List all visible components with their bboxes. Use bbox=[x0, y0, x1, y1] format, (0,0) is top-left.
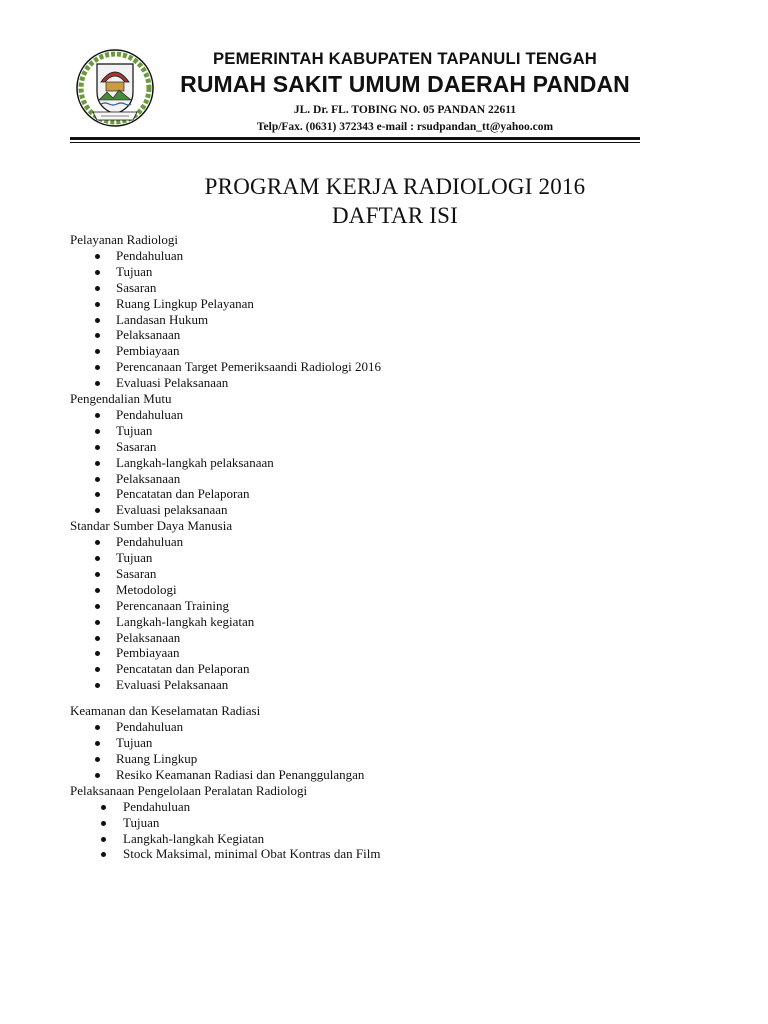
toc-item: Tujuan bbox=[70, 423, 690, 439]
toc-item: Pendahuluan bbox=[70, 719, 690, 735]
toc-item-list bbox=[70, 799, 690, 863]
letterhead bbox=[70, 40, 640, 140]
toc-section bbox=[70, 232, 690, 391]
toc-item: Langkah-langkah Kegiatan bbox=[70, 831, 690, 847]
toc-item: Pendahuluan bbox=[70, 799, 690, 815]
toc-item: Stock Maksimal, minimal Obat Kontras dan Film bbox=[70, 846, 690, 862]
toc-item: Sasaran bbox=[70, 439, 690, 455]
toc-section bbox=[70, 783, 690, 863]
toc-item: Ruang Lingkup bbox=[70, 751, 690, 767]
toc-item: Langkah-langkah pelaksanaan bbox=[70, 455, 690, 471]
toc-item: Pelaksanaan bbox=[70, 327, 690, 343]
toc-item-list bbox=[70, 534, 690, 693]
toc-item: Pencatatan dan Pelaporan bbox=[70, 486, 690, 502]
toc-item: Sasaran bbox=[70, 566, 690, 582]
toc-item: Pendahuluan bbox=[70, 534, 690, 550]
section-gap bbox=[70, 693, 690, 703]
toc-item: Sasaran bbox=[70, 280, 690, 296]
document-subtitle: DAFTAR ISI bbox=[331, 203, 459, 228]
regency-seal-icon bbox=[75, 48, 155, 128]
government-name: PEMERINTAH KABUPATEN TAPANULI TENGAH bbox=[212, 49, 598, 68]
toc-item: Pembiayaan bbox=[70, 645, 690, 661]
toc-item: Tujuan bbox=[70, 264, 690, 280]
toc-item: Pembiayaan bbox=[70, 343, 690, 359]
hospital-name: RUMAH SAKIT UMUM DAERAH PANDAN bbox=[180, 71, 630, 97]
letterhead-text bbox=[170, 40, 640, 133]
letterhead-rule-thick bbox=[70, 137, 640, 140]
document-title: PROGRAM KERJA RADIOLOGI 2016 bbox=[204, 174, 586, 199]
toc-item: Perencanaan Training bbox=[70, 598, 690, 614]
toc-item: Tujuan bbox=[70, 550, 690, 566]
toc-item-list bbox=[70, 719, 690, 783]
letterhead-rule-thin bbox=[70, 142, 640, 143]
toc-item: Perencanaan Target Pemeriksaandi Radiologi 2016 bbox=[70, 359, 690, 375]
toc-item: Pelaksanaan bbox=[70, 630, 690, 646]
toc-section bbox=[70, 518, 690, 693]
toc-section-label: Keamanan dan Keselamatan Radiasi bbox=[70, 703, 261, 719]
table-of-contents bbox=[70, 232, 690, 862]
toc-item: Pencatatan dan Pelaporan bbox=[70, 661, 690, 677]
toc-section-label: Pelaksanaan Pengelolaan Peralatan Radiologi bbox=[70, 782, 308, 798]
toc-item: Langkah-langkah kegiatan bbox=[70, 614, 690, 630]
toc-section bbox=[70, 391, 690, 518]
hospital-contact: Telp/Fax. (0631) 372343 e-mail : rsudpandan_tt@yahoo.com bbox=[256, 121, 554, 133]
toc-section-label: Pengendalian Mutu bbox=[70, 391, 172, 407]
toc-item-list bbox=[70, 248, 690, 391]
toc-item: Resiko Keamanan Radiasi dan Penanggulangan bbox=[70, 767, 690, 783]
toc-item-list bbox=[70, 407, 690, 518]
toc-item: Ruang Lingkup Pelayanan bbox=[70, 296, 690, 312]
toc-item: Tujuan bbox=[70, 815, 690, 831]
toc-section-label: Standar Sumber Daya Manusia bbox=[70, 518, 233, 534]
toc-item: Metodologi bbox=[70, 582, 690, 598]
toc-section-label: Pelayanan Radiologi bbox=[70, 232, 178, 247]
toc-item: Evaluasi pelaksanaan bbox=[70, 502, 690, 518]
toc-item: Pendahuluan bbox=[70, 407, 690, 423]
toc-item: Landasan Hukum bbox=[70, 312, 690, 328]
hospital-address: JL. Dr. FL. TOBING NO. 05 PANDAN 22611 bbox=[293, 104, 517, 116]
toc-section bbox=[70, 703, 690, 783]
toc-item: Pendahuluan bbox=[70, 248, 690, 264]
toc-item: Pelaksanaan bbox=[70, 471, 690, 487]
toc-item: Tujuan bbox=[70, 735, 690, 751]
toc-item: Evaluasi Pelaksanaan bbox=[70, 375, 690, 391]
toc-item: Evaluasi Pelaksanaan bbox=[70, 677, 690, 693]
